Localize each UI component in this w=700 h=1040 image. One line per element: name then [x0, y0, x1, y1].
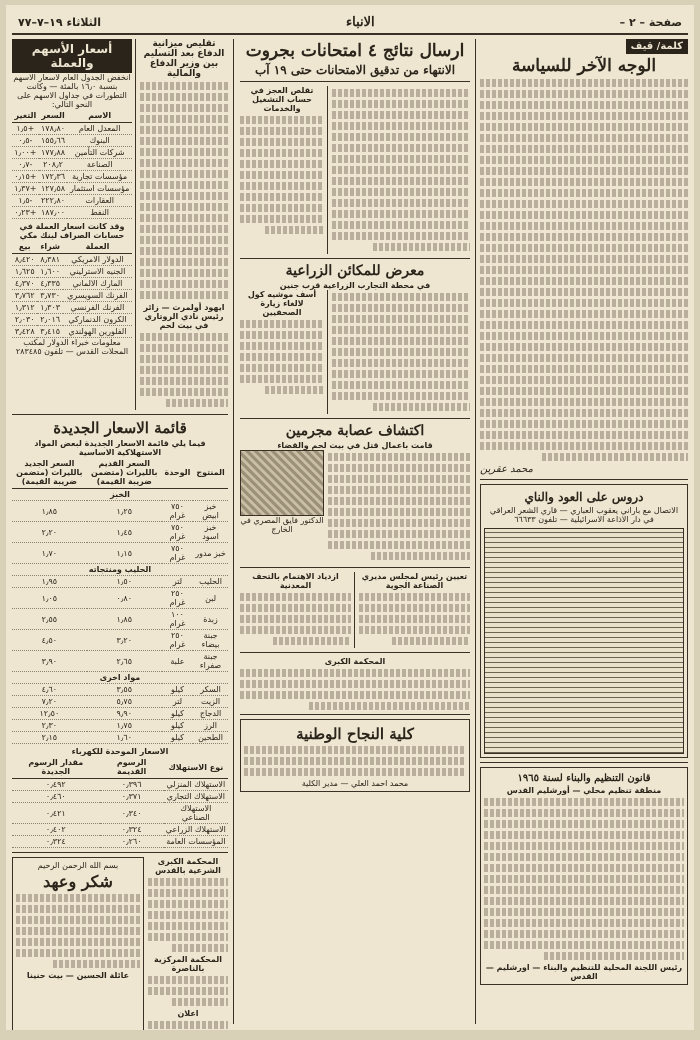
electric-row-cell: المؤسسات العامة — [164, 836, 228, 848]
oud-lessons-body: الاتصال مع باراني يعقوب العباري — قاري الشعر العراقي في دار الاذاعة الاسرائيلية — تلفون ٦٦٦٣٣ — [489, 506, 679, 524]
price-row-cell: ٢٫٣٠ — [12, 720, 87, 732]
stocks-table — [12, 109, 132, 219]
currency-row-cell: ٨٫٣٨١ — [37, 254, 62, 266]
electric-row-cell: ٠٫٤٢١ — [12, 803, 100, 824]
court-left-title: المحكمة الكبرى الشرعية بالقدس — [155, 857, 221, 875]
court-title: المحكمة الكبرى — [324, 657, 386, 666]
planning-law-subtitle: منطقة تنظيم محلي — أورشليم القدس — [506, 786, 662, 795]
currency-col-name: العملة — [63, 240, 132, 254]
stock-row-cell: ٢٢٢٫٨٠ — [39, 195, 68, 207]
price-row-cell: ٧٫٢٠ — [12, 696, 87, 708]
metal-collectibles-title: ازدياد الاهتمام بالتحف المعدنية — [252, 572, 339, 590]
kalima-label: كلمة/ قيف — [626, 39, 688, 54]
najah-college-title: كلية النجاح الوطنية — [296, 725, 414, 743]
price-row-cell: الرز — [193, 720, 228, 732]
currency-row-cell: ٣٫٧٣٠ — [37, 290, 62, 302]
price-row-cell: ٤٫٦٠ — [12, 684, 87, 696]
currency-row-cell: ٨٫٤٢٠ — [12, 254, 37, 266]
currency-row-cell: ٢٫٠١٦ — [37, 314, 62, 326]
electric-col-old: الرسوم القديمة — [100, 756, 164, 779]
electric-row-cell: ٠٫٤٠٢ — [12, 824, 100, 836]
defense-budget-article — [140, 39, 228, 410]
price-row-cell: ١٫١٥ — [87, 543, 162, 564]
price-row-cell: ١٫٢٥ — [87, 501, 162, 522]
court-notice-left — [148, 857, 228, 1030]
stocks-col-name: الاسم — [67, 109, 132, 123]
price-col-unit: الوحدة — [162, 457, 193, 489]
currency-col-buy: شراء — [37, 240, 62, 254]
price-row — [12, 720, 228, 732]
price-row-cell: ٧٥٠ غرام — [162, 522, 193, 543]
editorial-body — [480, 79, 688, 461]
stock-row-cell: مؤسسات استثمار — [67, 183, 132, 195]
price-row-cell: ٢٫١٥ — [12, 732, 87, 744]
price-row — [12, 696, 228, 708]
price-row-cell: السكر — [193, 684, 228, 696]
stocks-banner: أسعار الأسهم والعملة — [12, 39, 132, 73]
masthead — [12, 11, 688, 35]
price-section-title: الحليب ومنتجاته — [12, 564, 228, 576]
electric-row-cell: الاستهلاك المنزلي — [164, 779, 228, 791]
price-row-cell: ١٫٥٠ — [87, 576, 162, 588]
stocks-box — [12, 39, 136, 410]
price-row — [12, 588, 228, 609]
stock-row-cell: ١٧٧٫٨٨ — [39, 147, 68, 159]
stock-row-cell: المعدل العام — [67, 123, 132, 135]
price-row-cell: ٢٫٢٠ — [12, 522, 87, 543]
defense-budget-title: تقليص ميزانية الدفاع بعد التسليم بين وزير الدفاع والمالية — [143, 39, 225, 79]
price-row-cell: ١٫٦٠ — [87, 732, 162, 744]
appointment-title: تعيين رئيس لمجلس مديري الصناعة الجوية — [361, 572, 468, 590]
currency-row-cell: الفلورين الهولندي — [63, 326, 132, 338]
price-row-cell: ٣٫٥٥ — [87, 684, 162, 696]
moshe-kol-box — [240, 290, 328, 414]
stock-row — [12, 159, 132, 171]
currency-row-cell: الفرنك السويسري — [63, 290, 132, 302]
stock-row-cell: +٠٫٢٣ — [12, 207, 39, 219]
currency-row-cell: الجنيه الاسترليني — [63, 266, 132, 278]
exhibition-headline: معرض للمكائن الزراعية — [285, 263, 425, 279]
currency-row-cell: ٢٫٠٣٠ — [12, 314, 37, 326]
moshe-kol-subtitle: لالغاء زيارة الصحفيين — [260, 299, 304, 317]
newspaper-title: الانباء — [346, 14, 375, 30]
stock-row-cell: +٠٫١٥ — [12, 171, 39, 183]
stock-row — [12, 135, 132, 147]
currency-row-cell: المارك الالماني — [63, 278, 132, 290]
currency-table — [12, 240, 132, 338]
price-row — [12, 576, 228, 588]
price-row-cell: ١٫٧٠ — [12, 543, 87, 564]
thanks-notice — [12, 857, 144, 1030]
oud-lessons-title: دروس على العود والناي — [524, 490, 644, 504]
electric-row — [12, 824, 228, 836]
electric-col-type: نوع الاستهلاك — [164, 756, 228, 779]
new-prices-subtitle: فيما يلي قائمة الاسعار الجديدة لبعض المواد الاستهلاكية الاساسية — [34, 439, 206, 457]
stock-row-cell: مؤسسات تجارية — [67, 171, 132, 183]
thanks-title: شكر وعهد — [43, 872, 113, 891]
electric-col-new: مقدار الرسوم الجديدة — [12, 756, 100, 779]
issue-date: الثلاثاء ١٩–٧–٧٧ — [18, 15, 102, 29]
price-col-new: السعر الجديد بالليرات (متضمن ضريبة القيمة) — [12, 457, 87, 489]
exam-article — [332, 86, 470, 254]
stocks-note: انخفض الجدول العام لاسعار الاسهم بنسبة ١٦٫٠ بالمئة — وكانت التطورات في جداول الاسهم على النحو التالي: — [13, 73, 131, 109]
stock-row-cell: ١٧٨٫٨٠ — [39, 123, 68, 135]
price-row — [12, 609, 228, 630]
main-headline: ارسال نتائج ٤ امتحانات بجروت — [245, 41, 465, 61]
electric-row-cell: ٠٫٣٢٤ — [12, 836, 100, 848]
right-column — [480, 39, 688, 1024]
price-row-cell: علبة — [162, 651, 193, 672]
currency-col-sell: بيع — [12, 240, 37, 254]
electric-row — [12, 791, 228, 803]
new-prices-title: قائمة الاسعار الجديدة — [53, 419, 187, 437]
price-row — [12, 684, 228, 696]
stocks-col-change: التغير — [12, 109, 39, 123]
currency-row-cell: ٤٫٣٣٥ — [37, 278, 62, 290]
price-section-title: مواد اخرى — [12, 672, 228, 684]
left-column — [12, 39, 228, 1024]
price-row-cell: كيلو — [162, 708, 193, 720]
price-row — [12, 522, 228, 543]
crime-headline: اكتشاف عصابة مجرمين — [285, 423, 425, 439]
newspaper-page — [6, 5, 694, 1030]
electric-row-cell: الاستهلاك الزراعي — [164, 824, 228, 836]
price-row — [12, 732, 228, 744]
electric-table — [12, 756, 228, 848]
thanks-basmala: بسم الله الرحمن الرحيم — [37, 861, 119, 870]
price-row-cell: زبدة — [193, 609, 228, 630]
electric-row-cell: ٠٫٤٦٠ — [12, 791, 100, 803]
currency-row-cell: ٣٫٤١٥ — [37, 326, 62, 338]
currency-row-cell: الكرون الدنماركي — [63, 314, 132, 326]
price-row-cell: ١٢٫٥٠ — [12, 708, 87, 720]
stock-row-cell: +١٫٣٧ — [12, 183, 39, 195]
doctor-photo — [240, 450, 324, 516]
electric-row-cell: الاستهلاك الصناعي — [164, 803, 228, 824]
currency-note: معلومات خبراء الدولار لمكتب المحلات القدس — تلفون ٢٨٣٤٨٥ — [15, 338, 129, 356]
doctor-caption: الدكتور فايق المصري في الخارج — [240, 516, 324, 534]
price-section-header — [12, 672, 228, 684]
electric-row — [12, 803, 228, 824]
price-row-cell: ١٫٩٥ — [12, 576, 87, 588]
stock-row-cell: -٠٫٥ — [12, 135, 39, 147]
price-row-cell: جبنة بيضاء — [193, 630, 228, 651]
price-row-cell: ٢٫٦٥ — [87, 651, 162, 672]
exhibition-subheadline: في محطة التجارب الزراعية قرب جنين — [279, 281, 431, 290]
stock-row-cell: ١٧٢٫٣٦ — [39, 171, 68, 183]
thanks-signature: عائلة الحسين — بيت حنينا — [26, 971, 130, 980]
currency-row — [12, 254, 132, 266]
price-section-header — [12, 489, 228, 501]
stock-row-cell: -٠٫٧ — [12, 159, 39, 171]
price-row — [12, 708, 228, 720]
price-row — [12, 543, 228, 564]
stock-row — [12, 195, 132, 207]
stocks-col-price: السعر — [39, 109, 68, 123]
notice-title: اعلان — [177, 1009, 199, 1018]
najah-college-signature: محمد احمد العلي — مدير الكلية — [301, 779, 409, 788]
oud-lessons-ad — [480, 484, 688, 758]
price-section-header — [12, 564, 228, 576]
electric-row-cell: ٠٫٣٩٦ — [100, 779, 164, 791]
currency-row — [12, 314, 132, 326]
currency-row-cell: ١٫٦٠٠ — [37, 266, 62, 278]
price-row-cell: ١٫٨٥ — [87, 609, 162, 630]
page-number: صفحة – ٢ – — [619, 15, 682, 29]
crime-subheadline: قامت باعمال قتل في بيت لحم والقضاء — [277, 441, 433, 450]
middle-column — [240, 39, 470, 1024]
stock-row — [12, 123, 132, 135]
stock-row-cell: الصناعة — [67, 159, 132, 171]
price-row-cell: ٧٥٠ غرام — [162, 543, 193, 564]
electric-row — [12, 779, 228, 791]
court-left-title-2: المحكمة المركزية بالناصرة — [153, 955, 223, 973]
price-row-cell: كيلو — [162, 684, 193, 696]
stock-row-cell: ٢٠٨٫٢ — [39, 159, 68, 171]
price-row-cell: الطحين — [193, 732, 228, 744]
currency-row-cell: ١٫٣٠٣ — [37, 302, 62, 314]
moshe-kol-title: أسف موشيه كول — [247, 290, 317, 299]
stock-row — [12, 183, 132, 195]
stock-row-cell: ١٨٧٫٠٠ — [39, 207, 68, 219]
stock-row-cell: ١٥٥٫٦٦ — [39, 135, 68, 147]
electric-row-cell: ٠٫٤٩٢ — [12, 779, 100, 791]
electric-row-cell: ٠٫٣٧١ — [100, 791, 164, 803]
stock-row-cell: -١٫٥ — [12, 195, 39, 207]
price-col-old: السعر القديم بالليرات (متضمن ضريبة القيمة) — [87, 457, 162, 489]
currency-row-cell: ٤٫٣٧٠ — [12, 278, 37, 290]
new-prices-section — [12, 419, 228, 848]
price-row — [12, 630, 228, 651]
price-row-cell: جبنة صفراء — [193, 651, 228, 672]
currency-row — [12, 290, 132, 302]
stock-row-cell: البنوك — [67, 135, 132, 147]
price-row-cell: خبز اسود — [193, 522, 228, 543]
electric-row-cell: ٠٫٢٦٠ — [100, 836, 164, 848]
electric-row-cell: ٠٫٣٢٤ — [100, 824, 164, 836]
price-row-cell: ٢٫٥٥ — [12, 609, 87, 630]
price-row-cell: ٢٥٠ غرام — [162, 588, 193, 609]
price-row-cell: ١٫٧٥ — [87, 720, 162, 732]
stock-row-cell: العقارات — [67, 195, 132, 207]
stock-row-cell: ١٢٧٫٥٨ — [39, 183, 68, 195]
price-row-cell: كيلو — [162, 720, 193, 732]
price-row-cell: لتر — [162, 696, 193, 708]
sheet-music-image — [484, 528, 684, 754]
price-row-cell: ١٫٤٥ — [87, 522, 162, 543]
price-row-cell: ٥٫٧٥ — [87, 696, 162, 708]
planning-law-signature: رئيس اللجنة المحلية للتنظيم والبناء — اورشليم — القدس — [485, 963, 683, 981]
currency-row — [12, 266, 132, 278]
currency-row-cell: ١٫٣١٢ — [12, 302, 37, 314]
deficit-box — [240, 86, 328, 254]
price-row-cell: ١٫٠٥ — [12, 588, 87, 609]
deficit-title: تقلص العجز في حساب التشغيل والخدمات — [250, 86, 314, 113]
main-subheadline: الانتهاء من تدقيق الامتحانات حتى ١٩ آب — [254, 63, 456, 77]
price-row-cell: ٢٥٠ غرام — [162, 630, 193, 651]
doctor-photo-block — [240, 450, 324, 563]
stock-row — [12, 147, 132, 159]
price-row-cell: ٩٫٩٠ — [87, 708, 162, 720]
price-row-cell: كيلو — [162, 732, 193, 744]
currency-row-cell: ٣٫٧٦٢ — [12, 290, 37, 302]
electric-row-cell: الاستهلاك التجاري — [164, 791, 228, 803]
price-row-cell: لتر — [162, 576, 193, 588]
price-row-cell: خبز ابيض — [193, 501, 228, 522]
electric-row-cell: ٠٫٣٤٠ — [100, 803, 164, 824]
price-row-cell: ٣٫٩٠ — [12, 651, 87, 672]
currency-row-cell: ١٫٦٢٥ — [12, 266, 37, 278]
price-row-cell: ٣٫٢٠ — [87, 630, 162, 651]
currency-row-cell: الفرنك الفرنسي — [63, 302, 132, 314]
electric-title: الاسعار الموحدة للكهرباء — [71, 747, 169, 756]
currency-row-cell: الدولار الامريكي — [63, 254, 132, 266]
planning-law-notice — [480, 767, 688, 985]
price-row-cell: ٧٥٠ غرام — [162, 501, 193, 522]
editorial-signature: محمد عقرين — [480, 464, 533, 475]
currency-row-cell: ٣٫٤٢٨ — [12, 326, 37, 338]
price-row-cell: الحليب — [193, 576, 228, 588]
price-row-cell: ١٠٠ غرام — [162, 609, 193, 630]
currency-row — [12, 278, 132, 290]
editorial-headline: الوجه الآخر للسياسة — [511, 56, 657, 76]
stock-row — [12, 207, 132, 219]
price-row-cell: الدجاج — [193, 708, 228, 720]
price-row-cell: ١٫٨٥ — [12, 501, 87, 522]
new-prices-table — [12, 457, 228, 744]
price-row — [12, 651, 228, 672]
rotary-title: ايهود أولمرت — زائر رئيس نادي الروتاري في بيت لحم — [143, 303, 225, 330]
planning-law-title: قانون التنظيم والبناء لسنة ١٩٦٥ — [517, 773, 651, 784]
stock-row — [12, 171, 132, 183]
currency-row — [12, 326, 132, 338]
stock-row-cell: النفط — [67, 207, 132, 219]
electric-row — [12, 836, 228, 848]
price-row-cell: ٠٫٨٠ — [87, 588, 162, 609]
currency-row — [12, 302, 132, 314]
price-row-cell: ٤٫٥٠ — [12, 630, 87, 651]
price-row — [12, 501, 228, 522]
price-row-cell: لبن — [193, 588, 228, 609]
price-row-cell: خبز مدور — [193, 543, 228, 564]
stock-row-cell: +١٫٠٠ — [12, 147, 39, 159]
price-row-cell: الزيت — [193, 696, 228, 708]
stock-row-cell: شركات التأمين — [67, 147, 132, 159]
price-col-product: المنتوج — [193, 457, 228, 489]
currency-title: وقد كانت اسعار العملة في حسابات الصراف لبنك مكي — [19, 222, 125, 240]
price-section-title: الخبز — [12, 489, 228, 501]
najah-college-ad — [240, 719, 470, 792]
stock-row-cell: +١٫٥ — [12, 123, 39, 135]
